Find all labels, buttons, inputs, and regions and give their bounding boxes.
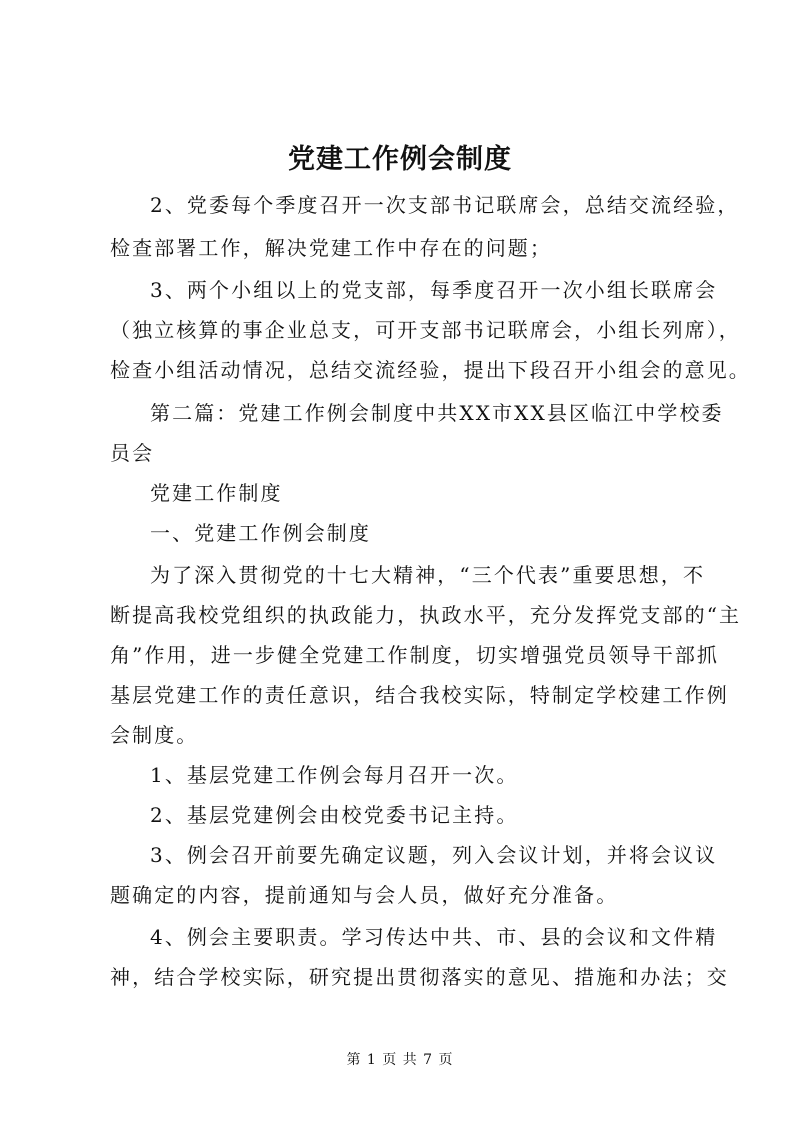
- body-line: 1、基层党建工作例会每月召开一次。: [150, 763, 519, 787]
- body-line: 断提高我校党组织的执政能力，执政水平，充分发挥党支部的“主: [110, 603, 742, 627]
- body-line: 一、党建工作例会制度: [150, 521, 371, 545]
- body-line: 为了深入贯彻党的十七大精神，“三个代表”重要思想，不: [150, 563, 706, 587]
- body-line: 3、两个小组以上的党支部，每季度召开一次小组长联席会: [150, 278, 718, 302]
- body-line: 2、党委每个季度召开一次支部书记联席会，总结交流经验，: [150, 193, 740, 217]
- body-line: 2、基层党建例会由校党委书记主持。: [150, 803, 519, 827]
- body-line: 党建工作制度: [150, 481, 283, 505]
- body-line: 题确定的内容，提前通知与会人员，做好充分准备。: [110, 883, 619, 907]
- body-line: 检查小组活动情况，总结交流经验，提出下段召开小组会的意见。: [110, 358, 751, 382]
- body-line: 员会: [110, 441, 155, 465]
- body-line: 角”作用，进一步健全党建工作制度，切实增强党员领导干部抓: [110, 643, 720, 667]
- body-line: 神，结合学校实际，研究提出贯彻落实的意见、措施和办法；交: [110, 965, 729, 989]
- page-number-footer: 第 1 页 共 7 页: [346, 1052, 454, 1068]
- body-line: 基层党建工作的责任意识，结合我校实际，特制定学校建工作例: [110, 683, 729, 707]
- body-line: （独立核算的事企业总支，可开支部书记联席会，小组长列席），: [110, 318, 741, 342]
- document-title: 党建工作例会制度: [288, 144, 512, 175]
- body-line: 检查部署工作，解决党建工作中存在的问题；: [110, 236, 552, 260]
- body-line: 第二篇：党建工作例会制度中共XX市XX县区临江中学校委: [150, 401, 724, 425]
- body-line: 4、例会主要职责。学习传达中共、市、县的会议和文件精: [150, 925, 718, 949]
- body-line: 3、例会召开前要先确定议题，列入会议计划，并将会议议: [150, 843, 718, 867]
- body-line: 会制度。: [110, 723, 199, 747]
